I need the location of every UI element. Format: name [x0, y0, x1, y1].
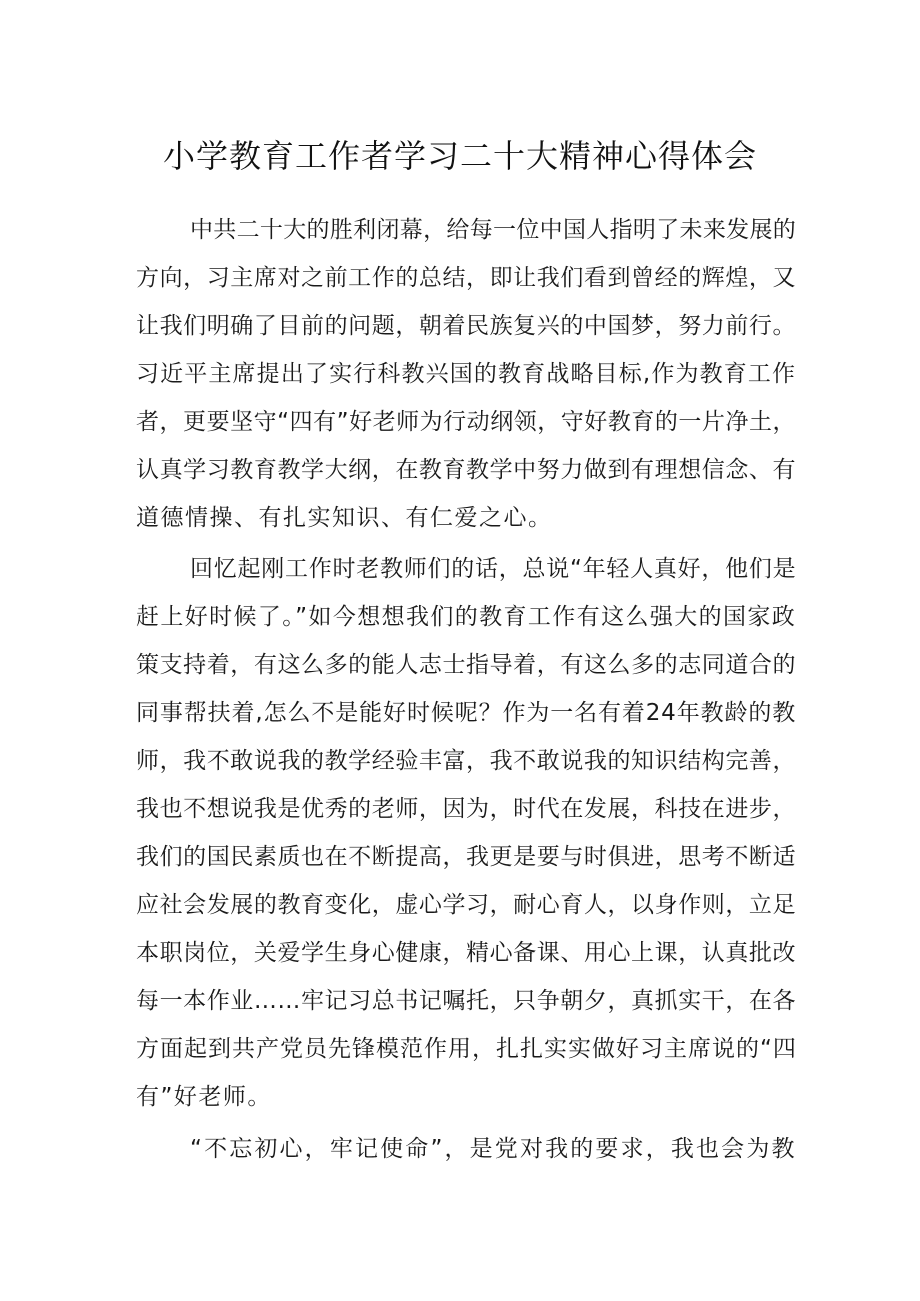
paragraph-line: 让我们明确了目前的问题，朝着民族复兴的中国梦，努力前行。 [136, 313, 796, 339]
paragraph-line: 有”好老师。 [136, 1084, 272, 1110]
paragraph-line: 本职岗位，关爱学生身心健康，精心备课、用心上课，认真批改 [136, 940, 796, 966]
paragraph-line: 我们的国民素质也在不断提高，我更是要与时俱进，思考不断适 [136, 844, 796, 870]
document-title: 小学教育工作者学习二十大精神心得体会 [162, 137, 757, 175]
paragraph-line: 习近平主席提出了实行科教兴国的教育战略目标,作为教育工作 [136, 361, 796, 387]
paragraph-line: 同事帮扶着,怎么不是能好时候呢？作为一名有着24年教龄的教 [136, 700, 796, 726]
paragraph-line: 应社会发展的教育变化，虚心学习，耐心育人，以身作则，立足 [136, 892, 796, 918]
paragraph-line: 道德情操、有扎实知识、有仁爱之心。 [136, 505, 553, 531]
paragraph-line: 中共二十大的胜利闭幕，给每一位中国人指明了未来发展的 [190, 217, 796, 243]
paragraph-line: 认真学习教育教学大纲，在教育教学中努力做到有理想信念、有 [136, 457, 796, 483]
paragraph-line: 赶上好时候了。”如今想想我们的教育工作有这么强大的国家政 [136, 604, 796, 630]
paragraph-line: 每一本作业……牢记习总书记嘱托，只争朝夕，真抓实干，在各 [136, 988, 796, 1014]
paragraph-line: 方向，习主席对之前工作的总结，即让我们看到曾经的辉煌，又 [136, 265, 796, 291]
paragraph-line: 我也不想说我是优秀的老师，因为，时代在发展，科技在进步， [136, 796, 796, 822]
paragraph-line: 师，我不敢说我的教学经验丰富，我不敢说我的知识结构完善， [136, 748, 796, 774]
paragraph-line: 策支持着，有这么多的能人志士指导着，有这么多的志同道合的 [136, 652, 796, 678]
paragraph-line: 者，更要坚守“四有”好老师为行动纲领，守好教育的一片净土， [136, 409, 796, 435]
paragraph-line: “不忘初心，牢记使命”，是党对我的要求，我也会为教 [190, 1136, 796, 1162]
paragraph-line: 方面起到共产党员先锋模范作用，扎扎实实做好习主席说的“四 [136, 1036, 797, 1062]
paragraph-line: 回忆起刚工作时老教师们的话，总说“年轻人真好，他们是 [190, 556, 797, 582]
